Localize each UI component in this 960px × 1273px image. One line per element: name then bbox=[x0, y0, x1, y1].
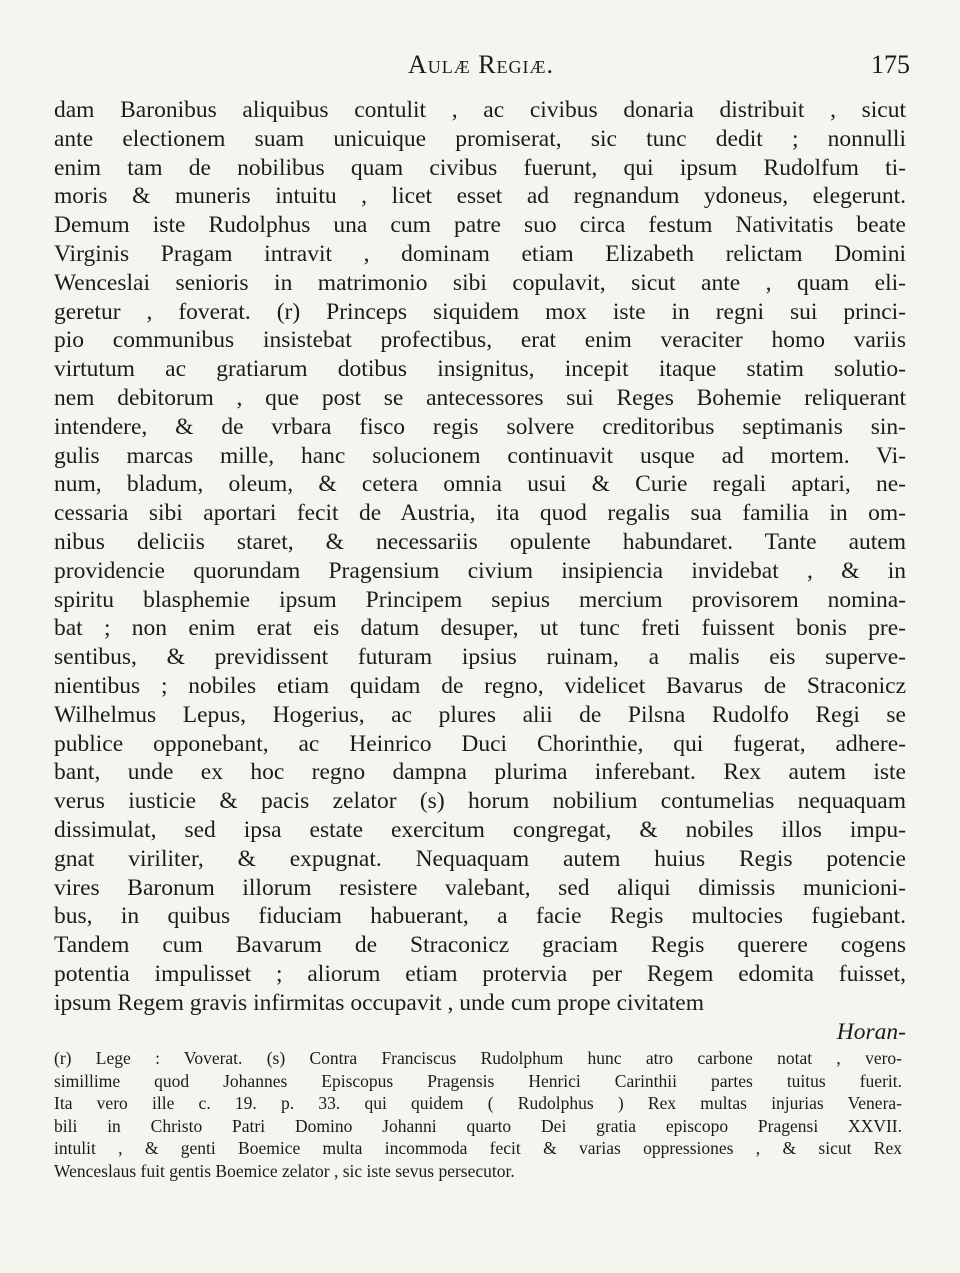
text-line: bus, in quibus fiduciam habuerant, a facie Regis multocies fugiebant. bbox=[54, 903, 906, 930]
text-line: nem debitorum , que post se antecessores sui Reges Bohemie reliquerant bbox=[54, 384, 906, 411]
text-line: publice opponebant, ac Heinrico Duci Chorinthie, qui fugerat, adhere- bbox=[54, 730, 906, 757]
page-number: 175 bbox=[871, 50, 910, 79]
text-line: moris & muneris intuitu , licet esset ad regnandum ydoneus, elegerunt. bbox=[54, 183, 906, 210]
footnote-line: Wenceslaus fuit gentis Boemice zelator , sic iste sevus persecutor. bbox=[54, 1160, 515, 1181]
text-line: verus iusticie & pacis zelator (s) horum nobilium contumelias nequaquam bbox=[54, 788, 906, 815]
catchword: Horan- bbox=[836, 1018, 906, 1045]
text-line: sentibus, & previdissent futuram ipsius ruinam, a malis eis superve- bbox=[54, 644, 906, 671]
footnotes bbox=[54, 1047, 902, 1183]
text-line: spiritu blasphemie ipsum Principem sepius mercium provisorem nomina- bbox=[54, 586, 906, 613]
text-line: potentia impulisset ; aliorum etiam protervia per Regem edomita fuisset, bbox=[54, 960, 906, 987]
text-line: intendere, & de vrbara fisco regis solvere creditoribus septimanis sin- bbox=[54, 413, 906, 440]
text-line: bat ; non enim erat eis datum desuper, ut tunc freti fuissent bonis pre- bbox=[54, 615, 906, 642]
text-line: Virginis Pragam intravit , dominam etiam Elizabeth relictam Domini bbox=[54, 240, 906, 267]
text-line: nientibus ; nobiles etiam quidam de regno, videlicet Bavarus de Straconicz bbox=[54, 672, 906, 699]
footnote-line: bili in Christo Patri Domino Johanni quarto Dei gratia episcopo Pragensi XXVII. bbox=[54, 1115, 902, 1136]
text-line: gulis marcas mille, hanc solucionem continuavit usque ad mortem. Vi- bbox=[54, 442, 906, 469]
main-text bbox=[54, 96, 906, 1046]
text-line: Wilhelmus Lepus, Hogerius, ac plures alii de Pilsna Rudolfo Regi se bbox=[54, 701, 906, 728]
text-line: gnat viriliter, & expugnat. Nequaquam autem huius Regis potencie bbox=[54, 845, 906, 872]
footnote-line: intulit , & genti Boemice multa incommoda fecit & varias oppressiones , & sicut Rex bbox=[54, 1138, 902, 1159]
text-line: geretur , foverat. (r) Princeps siquidem mox iste in regni sui princi- bbox=[54, 298, 906, 325]
footnote-line: Ita vero ille c. 19. p. 33. qui quidem ( Rudolphus ) Rex multas injurias Venera- bbox=[54, 1093, 902, 1114]
text-line: virtutum ac gratiarum dotibus insignitus, incepit itaque statim solutio- bbox=[54, 356, 906, 383]
running-title: Aulæ Regiæ. bbox=[407, 50, 555, 79]
text-line: providencie quorundam Pragensium civium insipiencia invidebat , & in bbox=[54, 557, 906, 584]
text-line: cessaria sibi aportari fecit de Austria, ita quod regalis sua familia in om- bbox=[54, 500, 906, 527]
text-line: Wenceslai senioris in matrimonio sibi copulavit, sicut ante , quam eli- bbox=[54, 269, 906, 296]
footnote-line: (r) Lege : Voverat. (s) Contra Franciscus Rudolphum hunc atro carbone notat , vero- bbox=[54, 1048, 902, 1068]
text-line: bant, unde ex hoc regno dampna plurima inferebant. Rex autem iste bbox=[54, 759, 906, 786]
text-line: ante electionem suam unicuique promiserat, sic tunc dedit ; nonnulli bbox=[54, 125, 906, 152]
text-line: dam Baronibus aliquibus contulit , ac civibus donaria distribuit , sicut bbox=[54, 97, 906, 123]
running-header bbox=[52, 50, 910, 90]
text-line: nibus deliciis staret, & necessariis opulente habundaret. Tante autem bbox=[54, 528, 906, 555]
text-line: pio communibus insistebat profectibus, erat enim veraciter homo variis bbox=[54, 327, 906, 354]
text-line: Demum iste Rudolphus una cum patre suo circa festum Nativitatis beate bbox=[54, 212, 906, 239]
text-line: dissimulat, sed ipsa estate exercitum congregat, & nobiles illos impu- bbox=[54, 816, 906, 843]
text-line: ipsum Regem gravis infirmitas occupavit , unde cum prope civitatem bbox=[54, 989, 705, 1016]
text-line: Tandem cum Bavarum de Straconicz graciam Regis querere cogens bbox=[54, 932, 906, 959]
text-line: vires Baronum illorum resistere valebant, sed aliqui dimissis municioni- bbox=[54, 874, 906, 901]
text-line: num, bladum, oleum, & cetera omnia usui & Curie regali aptari, ne- bbox=[54, 471, 906, 498]
text-line: enim tam de nobilibus quam civibus fuerunt, qui ipsum Rudolfum ti- bbox=[54, 154, 906, 181]
footnote-line: simillime quod Johannes Episcopus Pragensis Henrici Carinthii partes tuitus fuerit. bbox=[54, 1070, 902, 1091]
